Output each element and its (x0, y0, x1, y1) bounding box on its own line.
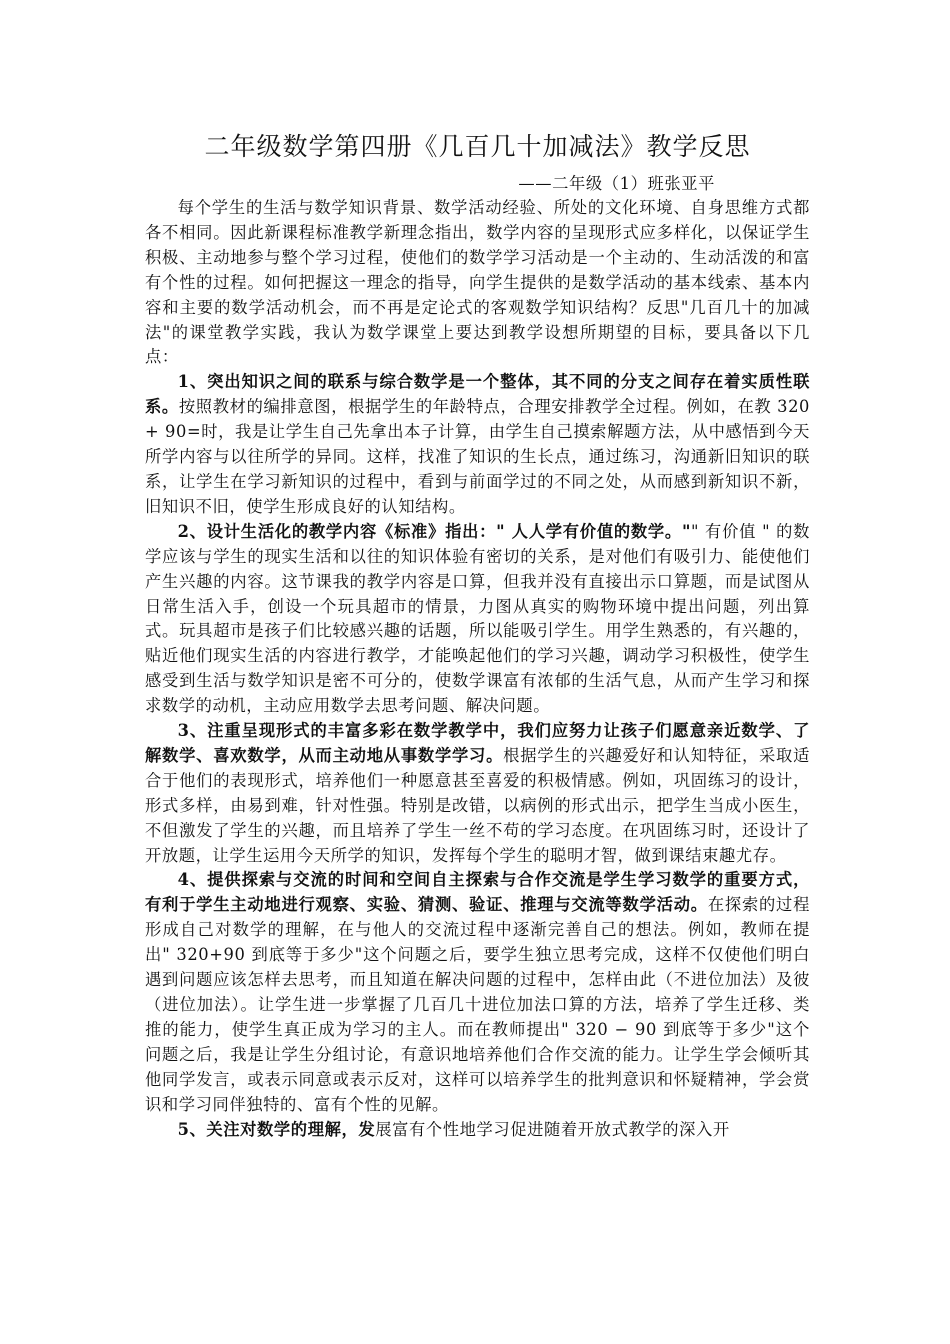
author-line: ——二年级（1）班张亚平 (518, 174, 715, 193)
section-body: 在探索的过程形成自己对数学的理解，在与他人的交流过程中逐渐完善自己的想法。例如，教师在提出" 320+90 到底等于多少"这个问题之后，要学生独立思考完成，这样不仅使他们明白遇到问题应该怎样去思考，而且知道在解决问题的过程中，怎样由此（不进位加法）及彼（进位加法）。让学生进一步掌握了几百几十进位加法口算的方法，培养了学生迁移、类推的能力，使学生真正成为学习的主人。而在教师提出" 320 − 90 到底等于多少"这个问题之后，我是让学生分组讨论，有意识地培养他们合作交流的能力。让学生学会倾听其他同学发言，或表示同意或表示反对，这样可以培养学生的批判意识和怀疑精神，学会赏识和学习同伴独特的、富有个性的见解。 (145, 895, 810, 1114)
section-body: 根据学生的兴趣爱好和认知特征，采取适合于他们的表现形式，培养他们一种愿意甚至喜爱的积极情感。例如，巩固练习的设计，形式多样，由易到难，针对性强。特别是改错，以病例的形式出示，把学生当成小医生，不但激发了学生的兴趣，而且培养了学生一丝不苟的学习态度。在巩固练习时，还设计了开放题，让学生运用今天所学的知识，发挥每个学生的聪明才智，做到课结束趣尤存。 (145, 745, 810, 865)
section-body: 按照教材的编排意图，根据学生的年龄特点，合理安排教学全过程。例如，在教 320 + 90=时，我是让学生自己先拿出本子计算，由学生自己摸索解题方法，从中感悟到今天所学内容与以往所学的异同。这样，找准了知识的生长点，通过练习，沟通新旧知识的联系，让学生在学习新知识的过程中，看到与前面学过的不同之处，从而感到新知识不新，旧知识不旧，使学生形成良好的认知结构。 (145, 397, 811, 516)
section-body: 展富有个性地学习促进随着开放式教学的深入开 (375, 1119, 730, 1139)
section-paragraph (145, 370, 810, 519)
section-paragraph (145, 520, 810, 719)
section-paragraph (145, 1118, 810, 1143)
document-title: 二年级数学第四册《几百几十加减法》教学反思 (204, 132, 751, 161)
section-heading: 5、关注对数学的理解，发 (177, 1119, 376, 1139)
section-heading: 2、设计生活化的教学内容《标准》指出：" 人人学有价值的数学。" (177, 521, 692, 541)
section-body: " 有价值 " 的数学应该与学生的现实生活和以往的知识体验有密切的关系，是对他们有吸引力、能使他们产生兴趣的内容。这节课我的教学内容是口算，但我并没有直接出示口算题，而是试图从日常生活入手，创设一个玩具超市的情景，力图从真实的购物环境中提出问题，列出算式。玩具超市是孩子们比较感兴趣的话题，所以能吸引学生。用学生熟悉的，有兴趣的，贴近他们现实生活的内容进行教学，才能唤起他们的学习兴趣，调动学习积极性，使学生感受到生活与数学知识是密不可分的，使数学课富有浓郁的生活气息，从而产生学习和探求数学的动机，主动应用数学去思考问题、解决问题。 (145, 521, 810, 716)
section-heading: 4、提供探索与交流的时间和空间自主探索与合作交流是学生学习数学的重要方式，有利于学生主动地进行观察、实验、猜测、验证、推理与交流等数学活动。 (145, 870, 810, 915)
document-page (145, 130, 810, 1142)
section-paragraph (145, 719, 810, 868)
intro-paragraph: 每个学生的生活与数学知识背景、数学活动经验、所处的文化环境、自身思维方式都各不相同。因此新课程标准教学新理念指出，数学内容的呈现形式应多样化，以保证学生积极、主动地参与整个学习过程，使他们的数学学习活动是一个主动的、生动活泼的和富有个性的过程。如何把握这一理念的指导，向学生提供的是数学活动的基本线索、基本内容和主要的数学活动机会，而不再是定论式的客观数学知识结构？反思"几百几十的加减法"的课堂教学实践，我认为数学课堂上要达到教学设想所期望的目标，要具备以下几点： (145, 198, 810, 367)
section-heading: 3、注重呈现形式的丰富多彩在数学教学中，我们应努力让孩子们愿意亲近数学、了解数学、喜欢数学，从而主动地从事数学学习。 (145, 721, 810, 765)
section-paragraph (145, 868, 810, 1117)
section-heading: 1、突出知识之间的联系与综合数学是一个整体，其不同的分支之间存在着实质性联系。 (145, 372, 810, 417)
